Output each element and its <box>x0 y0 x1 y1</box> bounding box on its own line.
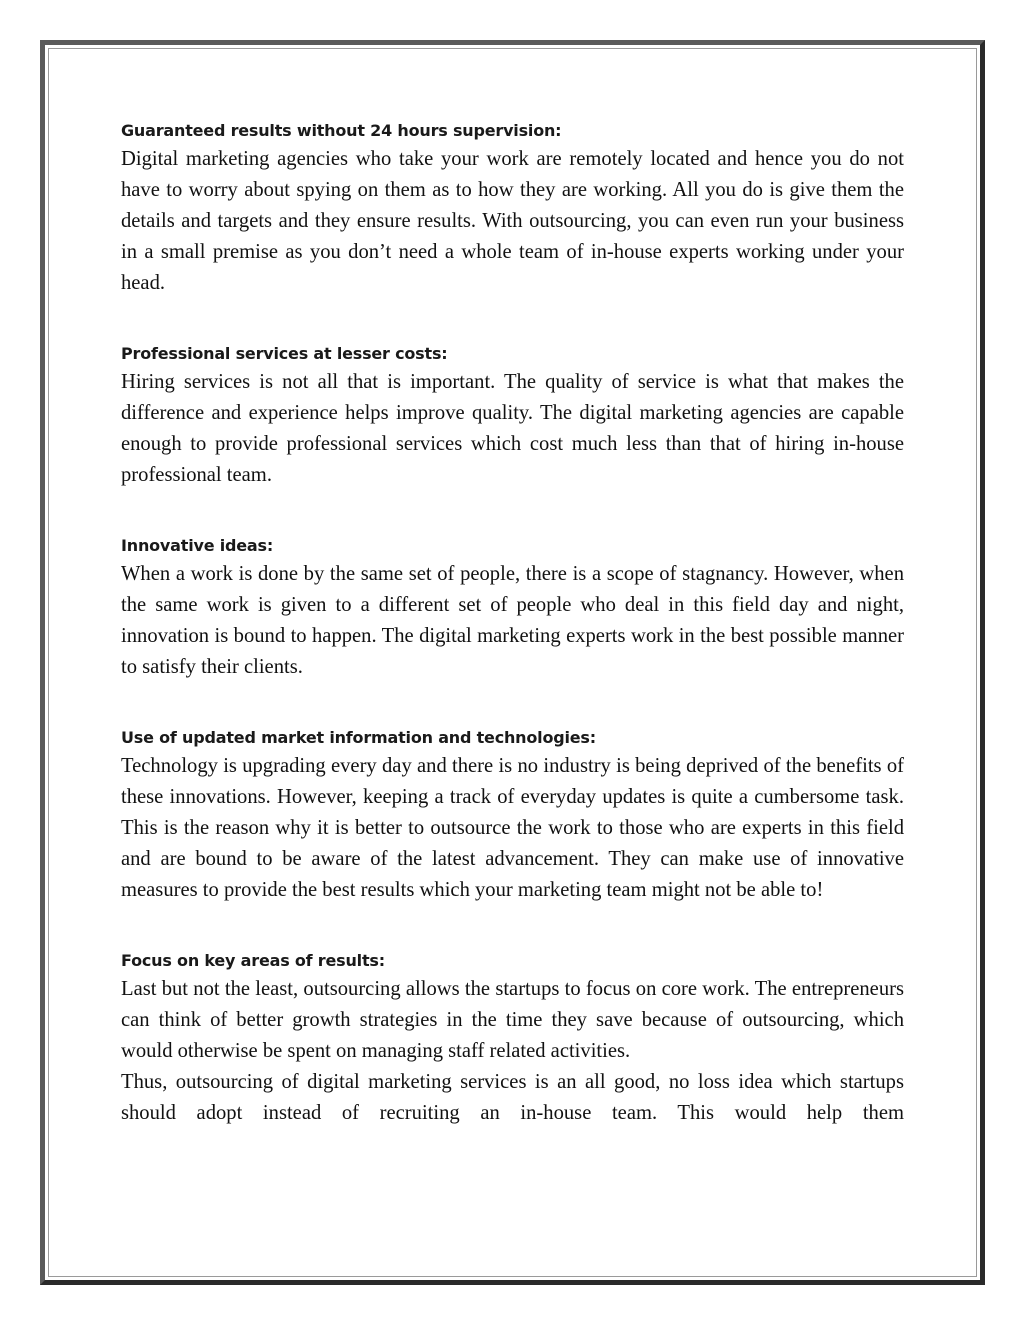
document-body <box>121 118 904 1171</box>
section-paragraph: Hiring services is not all that is important. The quality of service is what that makes the difference and experience helps improve quality. The digital marketing agencies are capable enough to provide professional services which cost much less than that of hiring in-house professional team. <box>121 371 904 486</box>
section-heading: Innovative ideas: <box>121 536 274 555</box>
section-paragraph: Last but not the least, outsourcing allows the startups to focus on core work. The entrepreneurs can think of better growth strategies in the time they save because of outsourcing, which would otherwise be spent on managing staff related activities. <box>121 978 904 1062</box>
section-heading: Professional services at lesser costs: <box>121 344 448 363</box>
section-professional-services <box>121 341 904 491</box>
section-paragraph-continued: Thus, outsourcing of digital marketing services is an all good, no loss idea which startups should adopt instead of recruiting an in-house team. This would help them <box>121 1071 904 1124</box>
section-paragraph: Digital marketing agencies who take your work are remotely located and hence you do not have to worry about spying on them as to how they are working. All you do is give them the details and targets and they ensure results. With outsourcing, you can even run your business in a small premise as you don’t need a whole team of in-house experts working under your head. <box>121 148 904 294</box>
section-guaranteed-results <box>121 118 904 299</box>
section-paragraph: When a work is done by the same set of people, there is a scope of stagnancy. However, when the same work is given to a different set of people who deal in this field day and night, innovation is bound to happen. The digital marketing experts work in the best possible manner to satisfy their clients. <box>121 563 904 678</box>
section-heading: Use of updated market information and technologies: <box>121 728 596 747</box>
section-focus-key-areas <box>121 948 904 1129</box>
section-paragraph: Technology is upgrading every day and there is no industry is being deprived of the benefits of these innovations. However, keeping a track of everyday updates is quite a cumbersome task. This is the reason why it is better to outsource the work to those who are experts in this field and are bound to be aware of the latest advancement. They can make use of innovative measures to provide the best results which your marketing team might not be able to! <box>121 755 904 901</box>
section-heading: Focus on key areas of results: <box>121 951 385 970</box>
section-innovative-ideas <box>121 533 904 683</box>
section-heading: Guaranteed results without 24 hours supervision: <box>121 121 562 140</box>
section-updated-market-information <box>121 725 904 906</box>
